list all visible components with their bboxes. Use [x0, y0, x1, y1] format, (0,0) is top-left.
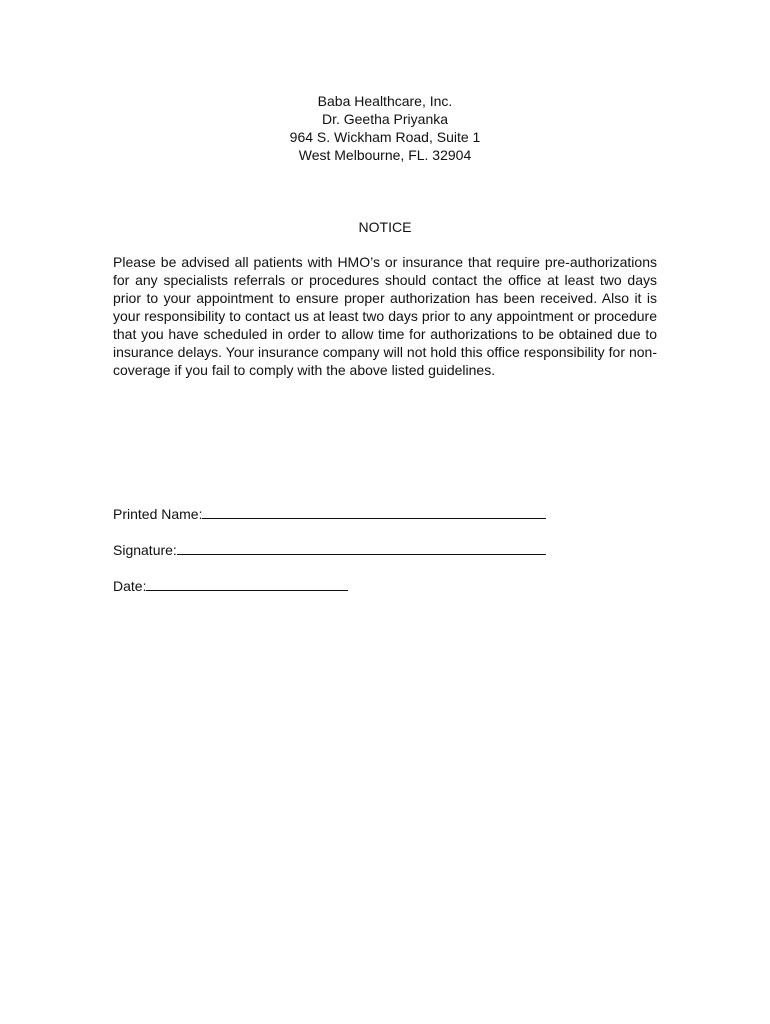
- date-label: Date:: [113, 578, 147, 594]
- company-name: Baba Healthcare, Inc.: [317, 93, 453, 109]
- date-line[interactable]: [146, 576, 348, 591]
- printed-name-field[interactable]: [113, 504, 546, 523]
- address-line-1: 964 S. Wickham Road, Suite 1: [289, 129, 481, 145]
- date-field[interactable]: [113, 576, 348, 595]
- signature-field[interactable]: [113, 540, 546, 559]
- letterhead: [0, 92, 770, 164]
- signature-label: Signature:: [113, 542, 177, 558]
- printed-name-label: Printed Name:: [113, 506, 203, 522]
- notice-title: NOTICE: [358, 219, 412, 235]
- signature-line[interactable]: [177, 540, 546, 555]
- notice-body: Please be advised all patients with HMO’s or insurance that require pre-authorizations for any specialists referrals or procedures should contact the office at least two days prior to your appointment to ensure proper authorization has been received. Also it is your responsibility to contact us at least two days prior to any appointment or procedure that you have scheduled in order to allow time for authorizations to be obtained due to insurance delays. Your insurance company will not hold this office responsibility for non-coverage if you fail to comply with the above listed guidelines.: [113, 254, 657, 378]
- printed-name-line[interactable]: [202, 504, 546, 519]
- doctor-name: Dr. Geetha Priyanka: [321, 111, 449, 127]
- address-line-2: West Melbourne, FL. 32904: [298, 147, 472, 163]
